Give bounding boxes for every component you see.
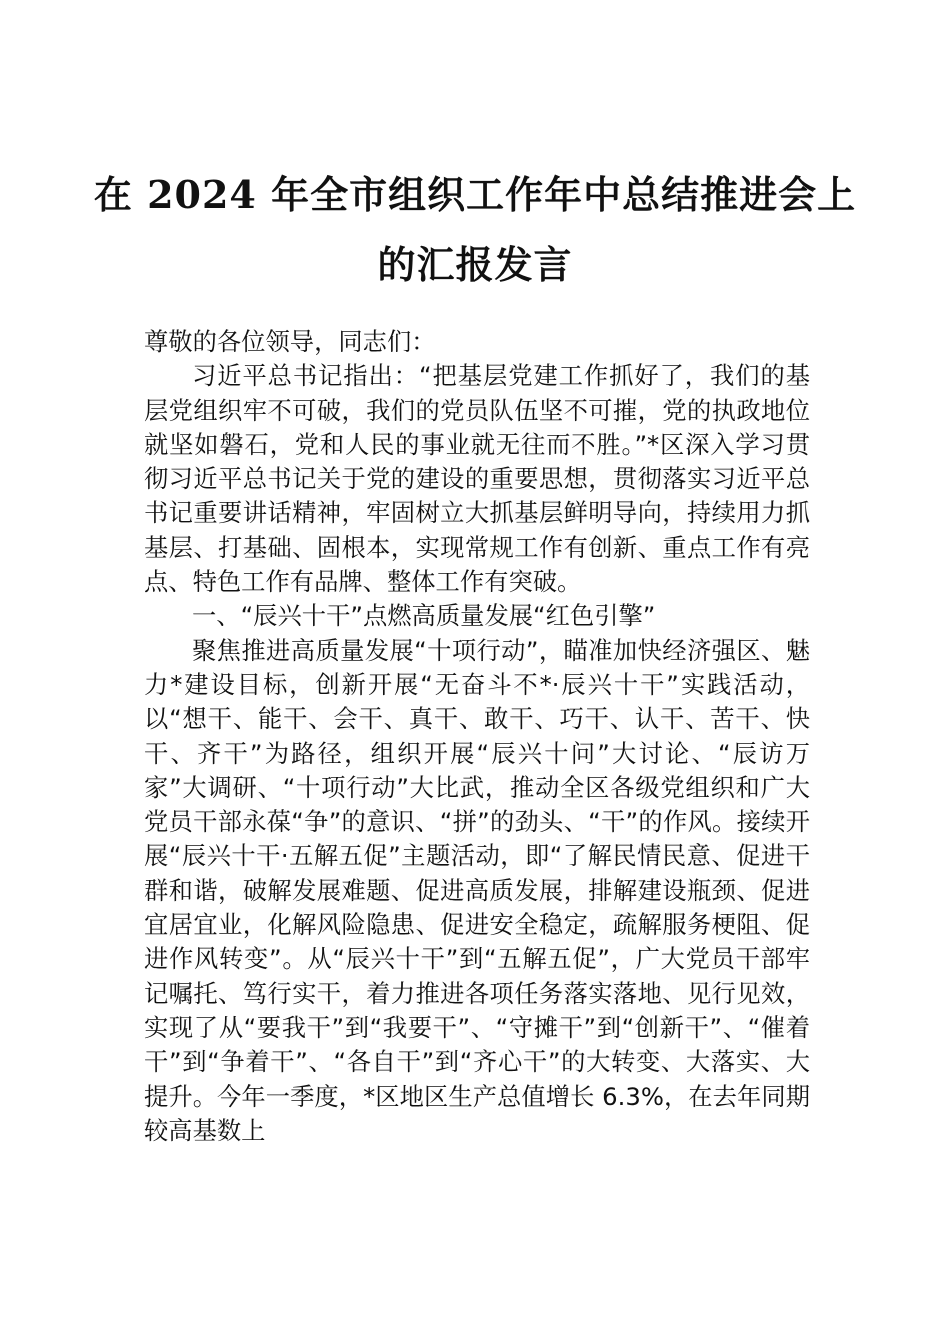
document-title-line1: 在 2024 年全市组织工作年中总结推进会上 [93, 172, 857, 217]
section-heading-1: 一、“辰兴十干”点燃高质量发展“红色引擎” [192, 601, 656, 631]
paragraph-2: 聚焦推进高质量发展“十项行动”，瞄准加快经济强区、魅力*建设目标，创新开展“无奋斗不*·辰兴十干”实践活动，以“想干、能干、会干、真干、敢干、巧干、认干、苦干、快干、齐干”为路径，组织开展“辰兴十问”大讨论、“辰访万家”大调研、“十项行动”大比武，推动全区各级党组织和广大党员干部永葆“争”的意识、“拼”的劲头、“干”的作风。接续开展“辰兴十干·五解五促”主题活动，即“了解民情民意、促进干群和谐，破解发展难题、促进高质发展，排解建设瓶颈、促进宜居宜业，化解风险隐患、促进安全稳定，疏解服务梗阻、促进作风转变”。从“辰兴十干”到“五解五促”，广大党员干部牢记嘱托、笃行实干，着力推进各项任务落实落地、见行见效，实现了从“要我干”到“我要干”、“守摊干”到“创新干”、“催着干”到“争着干”、“各自干”到“齐心干”的大转变、大落实、大提升。今年一季度，*区地区生产总值增长 6.3%，在去年同期较高基数上 [144, 635, 810, 1145]
paragraph-1: 习近平总书记指出：“把基层党建工作抓好了，我们的基层党组织牢不可破，我们的党员队伍坚不可摧，党的执政地位就坚如磐石，党和人民的事业就无往而不胜。”*区深入学习贯彻习近平总书记关于党的建设的重要思想，贯彻落实习近平总书记重要讲话精神，牢固树立大抓基层鲜明导向，持续用力抓基层、打基础、固根本，实现常规工作有创新、重点工作有亮点、特色工作有品牌、整体工作有突破。 [144, 361, 810, 597]
document-body [144, 325, 810, 1148]
salutation: 尊敬的各位领导，同志们： [144, 327, 436, 356]
document-title-line2: 的汇报发言 [377, 242, 573, 287]
